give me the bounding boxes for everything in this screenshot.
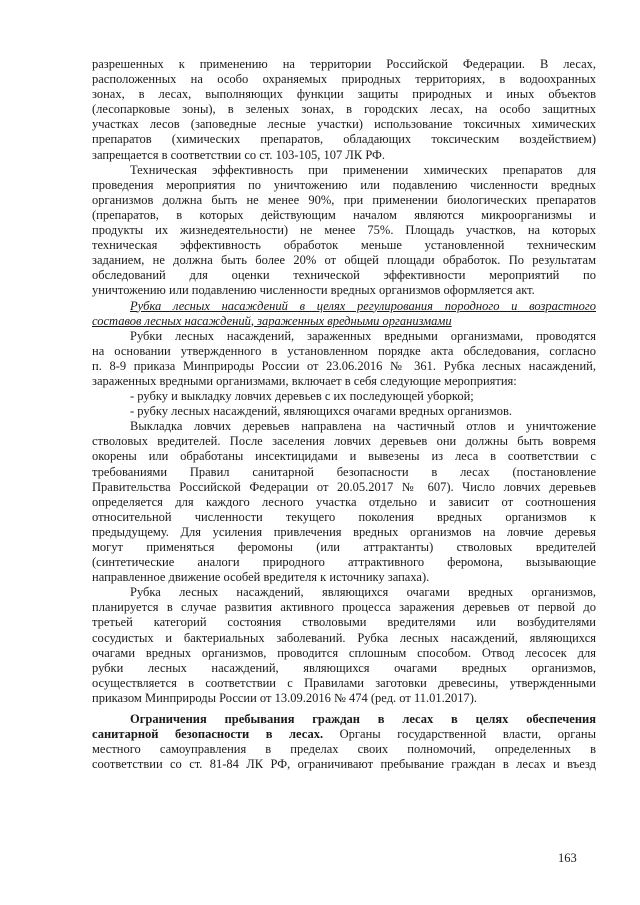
text-line: уничтожению или подавлению численности вредных организмов оформляется акт. — [92, 283, 535, 298]
paragraph-outbreak-felling — [92, 585, 596, 706]
text-line: Техническая эффективность при применении химических препаратов для — [130, 162, 596, 177]
measures-list — [92, 389, 596, 419]
text-line: местного самоуправления в пределах своих полномочий, определенных в — [92, 742, 596, 757]
text-line — [92, 712, 596, 727]
paragraph-access-restrictions — [92, 712, 596, 772]
text-line: могут применяться феромоны (или аттрактанты) стволовых вредителей — [92, 540, 596, 554]
text-line: заданием, не должна быть более 20% от общей площади обработок. По результатам — [92, 253, 596, 268]
bold-lead-in: Ограничения пребывания граждан в лесах в целях обеспечения — [130, 712, 596, 727]
paragraph-felling-basis — [92, 329, 596, 389]
text-line: разрешенных к применению на территории Российской Федерации. В лесах, — [92, 57, 596, 71]
text-line: планируется в случае развития активного процесса заражения деревьев от первой до — [92, 600, 596, 615]
text-line: техническая эффективность обработок меньше установленной техническим — [92, 238, 596, 253]
text-line: стволовых вредителей. После заселения ловчих деревьев они должны быть вовремя — [92, 434, 596, 449]
text-line: организмов должна быть не менее 90%, при применении биологических препаратов — [92, 192, 596, 207]
text-line: соответствии со ст. 81-84 ЛК РФ, ограничивают пребывание граждан в лесах и въезд — [92, 757, 596, 772]
paragraph-trap-trees — [92, 419, 596, 585]
text-line: требованиями Правил санитарной безопасности в лесах (постановление — [92, 464, 596, 479]
heading-line: Рубка лесных насаждений в целях регулирования породного и возрастного — [130, 298, 596, 313]
text-line: запрещается в соответствии со ст. 103-105, 107 ЛК РФ. — [92, 147, 386, 162]
page-number: 163 — [558, 851, 577, 865]
section-heading — [92, 299, 596, 329]
paragraph-toxic-chemicals — [92, 57, 596, 163]
text-line: сосудистых и бактериальных заболеваний. Рубка лесных насаждений, являющихся — [92, 630, 596, 645]
list-item: - рубку лесных насаждений, являющихся очагами вредных организмов. — [130, 404, 513, 419]
text-line: Рубки лесных насаждений, зараженных вредными организмами, проводятся — [130, 328, 596, 343]
heading-line: составов лесных насаждений, зараженных вредными организмами — [92, 313, 452, 328]
text-line: очагами вредных организмов, проводится сплошным способом. Отвод лесосек для — [92, 645, 596, 660]
text-line: определяется для каждого лесного участка отдельно и зависит от соотношения — [92, 494, 596, 509]
page-body — [92, 57, 596, 772]
text-line: (лесопарковые зоны), в зеленых зонах, в городских лесах, на особо защитных — [92, 102, 596, 117]
text-line: участках лесов (заповедные лесные участки) использование токсичных химических — [92, 117, 596, 132]
text-line: рубки лесных насаждений, являющихся очагами вредных организмов, — [92, 660, 596, 675]
text-line: продукты их жизнедеятельности) не менее 75%. Площадь участков, на которых — [92, 223, 596, 238]
text-line: препаратов (химических препаратов, обладающих токсическим воздействием) — [92, 132, 596, 147]
text-line — [92, 727, 596, 742]
text-line: (препаратов, в которых действующим началом являются микроорганизмы и — [92, 207, 596, 222]
bold-lead-in: санитарной безопасности в лесах. — [92, 727, 324, 742]
text-line: осуществляется в соответствии с Правилами заготовки древесины, утвержденными — [92, 675, 596, 690]
text-line: на основании утвержденного в установленном порядке акта обследования, согласно — [92, 343, 596, 358]
text-line: приказом Минприроды России от 13.09.2016 № 474 (ред. от 11.01.2017). — [92, 690, 478, 705]
text-line: п. 8-9 приказа Минприроды России от 23.06.2016 № 361. Рубка лесных насаждений, — [92, 358, 596, 373]
list-item: - рубку и выкладку ловчих деревьев с их последующей уборкой; — [130, 389, 474, 404]
text-line: Правительства Российской Федерации от 20.05.2017 № 607). Число ловчих деревьев — [92, 479, 596, 494]
text-line: расположенных на особо охраняемых природных территориях, в водоохранных — [92, 72, 596, 87]
text-line: окорены или обработаны инсектицидами и вывезены из леса в соответствии с — [92, 449, 596, 464]
text-line: Рубка лесных насаждений, являющихся очагами вредных организмов, — [130, 585, 596, 600]
text-line: обследований для оценки технической эффективности мероприятий по — [92, 268, 596, 283]
text-line: проведения мероприятия по уничтожению или подавлению численности вредных — [92, 177, 596, 192]
text-line: третьей категорий состояния стволовыми вредителями или возбудителями — [92, 615, 596, 630]
text-line: зараженных вредными организмами, включает в себя следующие мероприятия: — [92, 373, 517, 388]
text-line: относительной численности текущего поколения вредных организмов к — [92, 509, 596, 524]
text-line: предыдущему. Для усиления привлечения вредных организмов на ловчие деревья — [92, 524, 596, 539]
text-run: Органы государственной власти, органы — [323, 727, 596, 742]
text-line: направленное движение особей вредителя к источнику запаха). — [92, 570, 430, 585]
text-line: зонах, в лесах, выполняющих функции защиты природных и иных объектов — [92, 87, 596, 102]
text-line: Выкладка ловчих деревьев направлена на частичный отлов и уничтожение — [130, 419, 596, 434]
text-line: (синтетические аналоги природного аттрактивного феромона, вызывающие — [92, 555, 596, 570]
paragraph-technical-efficiency — [92, 163, 596, 299]
